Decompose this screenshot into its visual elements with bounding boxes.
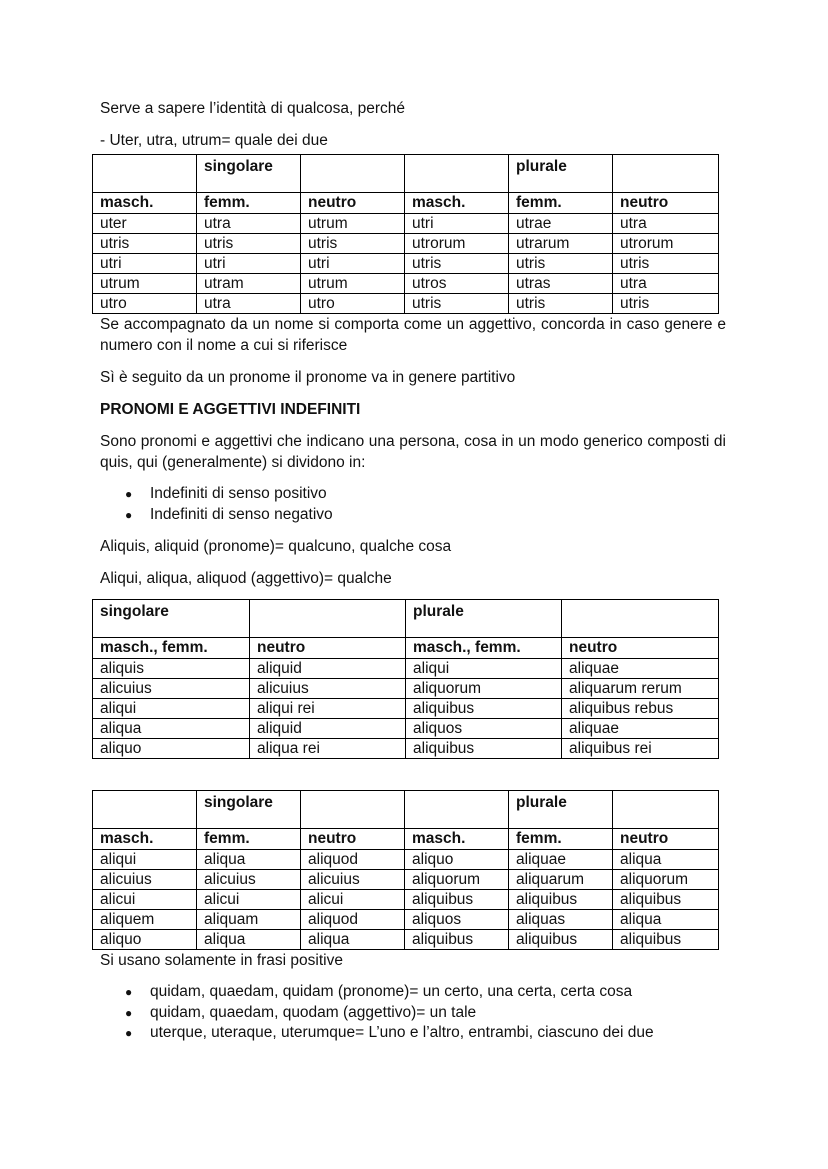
table-cell: aliquod [301, 850, 405, 870]
table-row [93, 930, 719, 950]
positive-list [100, 982, 726, 1044]
table-cell: utris [613, 254, 719, 274]
table-cell: utra [613, 214, 719, 234]
header-cell: neutro [301, 829, 405, 850]
table-cell: aliquod [301, 910, 405, 930]
table-cell: aliquibus rei [562, 739, 719, 759]
header-cell: neutro [562, 638, 719, 659]
table-cell: utris [197, 234, 301, 254]
header-cell [613, 791, 719, 829]
header-cell: singolare [197, 791, 301, 829]
table-row [93, 659, 719, 679]
table-cell: aliquibus rebus [562, 699, 719, 719]
table-cell: aliquae [509, 850, 613, 870]
header-cell: neutro [250, 638, 406, 659]
table-cell: alicui [93, 890, 197, 910]
bullet-icon: ● [125, 1005, 133, 1020]
header-cell: plurale [406, 600, 562, 638]
table-row [93, 870, 719, 890]
table-cell: utros [405, 274, 509, 294]
aliqui-declension-table [92, 790, 719, 950]
intro-text: Serve a sapere l’identità di qualcosa, perché [100, 100, 406, 117]
table-row [93, 234, 719, 254]
list-item: ● quidam, quaedam, quodam (aggettivo)= un tale [100, 1003, 726, 1024]
table-cell: aliqui [93, 699, 250, 719]
column-header-row [93, 638, 719, 659]
table-row [93, 294, 719, 314]
bullet-icon: ● [125, 507, 133, 522]
table-row [93, 850, 719, 870]
table-cell: utri [301, 254, 405, 274]
table-cell: aliquam [197, 910, 301, 930]
header-cell [562, 600, 719, 638]
table-cell: aliquarum rerum [562, 679, 719, 699]
aliquis-definition: Aliquis, aliquid (pronome)= qualcuno, qualche cosa [100, 538, 452, 555]
table-row [93, 739, 719, 759]
table-row [93, 254, 719, 274]
table-cell: utrorum [613, 234, 719, 254]
table-cell: utro [301, 294, 405, 314]
bullet-icon: ● [125, 1026, 133, 1040]
table-cell: aliquis [93, 659, 250, 679]
table-cell: aliquo [405, 850, 509, 870]
table-cell: alicui [197, 890, 301, 910]
header-cell: neutro [301, 193, 405, 214]
table-cell: utram [197, 274, 301, 294]
list-item: ● Indefiniti di senso positivo [100, 484, 726, 505]
header-cell: neutro [613, 193, 719, 214]
header-cell: femm. [197, 193, 301, 214]
table-cell: uter [93, 214, 197, 234]
header-cell: singolare [93, 600, 250, 638]
table-cell: utris [509, 294, 613, 314]
list-item: ● uterque, uteraque, uterumque= L’uno e l’altro, entrambi, ciascuno dei due [100, 1023, 726, 1044]
table-cell: utrum [93, 274, 197, 294]
table-cell: alicuius [301, 870, 405, 890]
table-cell: aliquid [250, 659, 406, 679]
header-cell [93, 155, 197, 193]
table-cell: aliquorum [613, 870, 719, 890]
table-cell: aliqui [406, 659, 562, 679]
header-cell [405, 155, 509, 193]
table-cell: utris [301, 234, 405, 254]
bullet-icon: ● [125, 487, 133, 501]
table-cell: utrum [301, 274, 405, 294]
table-cell: aliqua [93, 719, 250, 739]
header-cell: femm. [509, 193, 613, 214]
group-header-row [93, 155, 719, 193]
paragraph-pronome: Sì è seguito da un pronome il pronome va in genere partitivo [100, 369, 516, 386]
table-cell: aliquae [562, 719, 719, 739]
uter-declension-table [92, 154, 719, 314]
list-item: ● quidam, quaedam, quidam (pronome)= un certo, una certa, certa cosa [100, 982, 726, 1003]
aliquis-declension-table [92, 599, 719, 759]
table-cell: utras [509, 274, 613, 294]
header-cell [93, 791, 197, 829]
header-cell: plurale [509, 791, 613, 829]
table-cell: utris [405, 294, 509, 314]
paragraph-positive: Si usano solamente in frasi positive [100, 952, 343, 969]
header-cell: masch. [93, 829, 197, 850]
table-cell: utra [613, 274, 719, 294]
table-cell: aliquid [250, 719, 406, 739]
header-cell: plurale [509, 155, 613, 193]
header-cell [301, 791, 405, 829]
table-cell: aliquibus [613, 890, 719, 910]
table-row [93, 699, 719, 719]
table-cell: aliqua [197, 850, 301, 870]
table-cell: aliquibus [406, 699, 562, 719]
uter-definition: - Uter, utra, utrum= quale dei due [100, 132, 328, 149]
header-cell: masch., femm. [93, 638, 250, 659]
list-item: ● Indefiniti di senso negativo [100, 505, 726, 526]
paragraph-indefiniti: Sono pronomi e aggettivi che indicano una persona, cosa in un modo generico composti di quis, qui (generalmente) si dividono in: [100, 433, 726, 471]
header-cell: femm. [509, 829, 613, 850]
table-cell: utrarum [509, 234, 613, 254]
paragraph-accompagnato: Se accompagnato da un nome si comporta come un aggettivo, concorda in caso genere e numero con il nome a cui si riferisce [100, 316, 726, 354]
table-cell: aliquos [405, 910, 509, 930]
table-cell: aliquibus [405, 930, 509, 950]
header-cell: singolare [197, 155, 301, 193]
section-heading: PRONOMI E AGGETTIVI INDEFINITI [100, 401, 361, 418]
table-cell: aliquae [562, 659, 719, 679]
table-cell: aliquibus [613, 930, 719, 950]
table-cell: aliqui rei [250, 699, 406, 719]
table-cell: utro [93, 294, 197, 314]
table-row [93, 679, 719, 699]
table-cell: utra [197, 294, 301, 314]
table-cell: aliqua [613, 910, 719, 930]
table-cell: alicuius [250, 679, 406, 699]
header-cell: masch. [405, 193, 509, 214]
table-cell: aliquibus [406, 739, 562, 759]
table-cell: aliqua [197, 930, 301, 950]
table-cell: alicui [301, 890, 405, 910]
group-header-row [93, 600, 719, 638]
document-page [100, 98, 726, 1044]
bullet-icon: ● [125, 985, 133, 999]
table-cell: aliqua rei [250, 739, 406, 759]
table-cell: aliquo [93, 739, 250, 759]
table-cell: utris [613, 294, 719, 314]
table-cell: aliquas [509, 910, 613, 930]
table-cell: aliquorum [406, 679, 562, 699]
table-cell: utris [405, 254, 509, 274]
table-cell: aliqui [93, 850, 197, 870]
column-header-row [93, 193, 719, 214]
table-cell: aliquibus [405, 890, 509, 910]
header-cell: neutro [613, 829, 719, 850]
table-cell: alicuius [93, 679, 250, 699]
table-row [93, 719, 719, 739]
table-row [93, 274, 719, 294]
table-cell: utri [93, 254, 197, 274]
header-cell: femm. [197, 829, 301, 850]
header-cell [250, 600, 406, 638]
table-row [93, 890, 719, 910]
table-cell: aliquos [406, 719, 562, 739]
table-cell: aliquem [93, 910, 197, 930]
column-header-row [93, 829, 719, 850]
table-cell: alicuius [93, 870, 197, 890]
table-cell: utri [197, 254, 301, 274]
aliqui-definition: Aliqui, aliqua, aliquod (aggettivo)= qualche [100, 570, 392, 587]
group-header-row [93, 791, 719, 829]
table-cell: utris [509, 254, 613, 274]
header-cell: masch., femm. [406, 638, 562, 659]
table-cell: aliquo [93, 930, 197, 950]
table-cell: utri [405, 214, 509, 234]
table-cell: utrum [301, 214, 405, 234]
table-cell: aliqua [613, 850, 719, 870]
header-cell: masch. [405, 829, 509, 850]
table-cell: alicuius [197, 870, 301, 890]
table-cell: utrorum [405, 234, 509, 254]
header-cell: masch. [93, 193, 197, 214]
table-cell: utrae [509, 214, 613, 234]
header-cell [405, 791, 509, 829]
table-row [93, 910, 719, 930]
header-cell [301, 155, 405, 193]
table-cell: aliquibus [509, 930, 613, 950]
table-row [93, 214, 719, 234]
table-cell: utris [93, 234, 197, 254]
table-cell: aliqua [301, 930, 405, 950]
table-cell: aliquorum [405, 870, 509, 890]
table-cell: utra [197, 214, 301, 234]
table-cell: aliquibus [509, 890, 613, 910]
header-cell [613, 155, 719, 193]
table-cell: aliquarum [509, 870, 613, 890]
indefiniti-list [100, 484, 726, 525]
